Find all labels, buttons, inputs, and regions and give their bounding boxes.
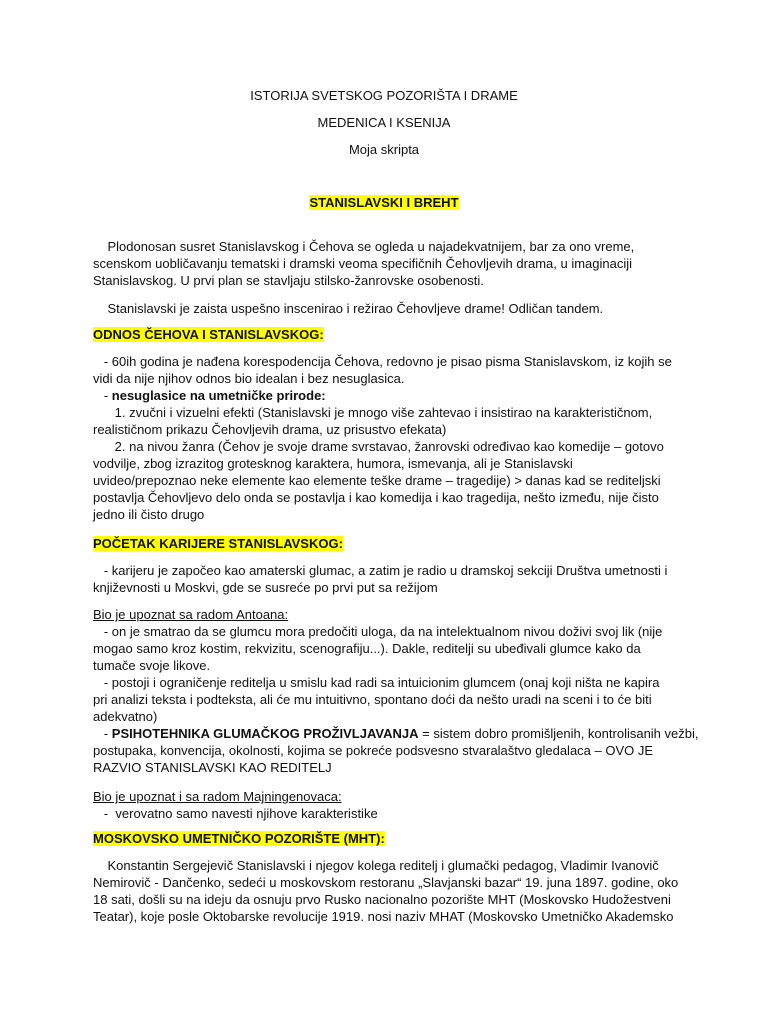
body-line: 1. zvučni i vizuelni efekti (Stanislavski je mnogo više zahtevao i insistirao na karakterističnom,	[93, 405, 653, 420]
document-title: STANISLAVSKI I BREHT	[309, 195, 459, 210]
bullet-prefix: -	[93, 388, 112, 403]
body-line: Teatar), koje posle Oktobarske revolucije 1919. nosi naziv MHAT (Moskovsko Umetničko Akademsko	[93, 909, 674, 924]
subtitle: Moja skripta	[348, 142, 420, 157]
bold-text: PSIHOTEHNIKA GLUMAČKOG PROŽIVLJAVANJA	[111, 726, 419, 741]
subheading-majningen: Bio je upoznat i sa radom Majningenovaca:	[93, 789, 342, 804]
body-line: - postoji i ograničenje reditelja u smislu kad radi sa intuicionim glumcem (onaj koji ništa ne kapira	[93, 675, 660, 690]
bold-text: nesuglasice na umetničke prirode:	[111, 388, 326, 403]
body-line	[93, 725, 699, 742]
body-line: vidi da nije njihov odnos bio idealan i bez nesuglasica.	[93, 371, 405, 386]
body-line: pri analizi teksta i podteksta, ali će mu intuitivno, spontano doći da nešto uradi na sceni i to će biti	[93, 692, 652, 707]
body-line: vodvilje, zbog izrazitog grotesknog karaktera, humora, ismevanja, ali je Stanislavski	[93, 456, 573, 471]
section1-heading-wrap	[93, 327, 324, 342]
section1-body	[93, 353, 683, 523]
section2-heading: POČETAK KARIJERE STANISLAVSKOG:	[93, 536, 343, 551]
body-line: - verovatno samo navesti njihove karakteristike	[93, 806, 378, 821]
body-line: jedno ili čisto drugo	[93, 507, 205, 522]
section3-body	[93, 857, 683, 925]
subheading-antoan: Bio je upoznat sa radom Antoana:	[93, 607, 289, 622]
body-line: mogao samo kroz kostim, rekvizitu, scenografiju...). Dakle, reditelji su ubeđivali glumce kako da	[93, 641, 641, 656]
authors-line: MEDENICA I KSENIJA	[317, 115, 451, 130]
intro-paragraph	[93, 238, 683, 289]
course-title: ISTORIJA SVETSKOG POZORIŠTA I DRAME	[250, 88, 518, 103]
intro-line: Plodonosan susret Stanislavskog i Čehova se ogleda u najadekvatnijem, bar za ono vreme,	[93, 239, 635, 254]
section3-heading: MOSKOVSKO UMETNIČKO POZORIŠTE (MHT):	[93, 831, 385, 846]
intro-line: Stanislavskog. U prvi plan se stavljaju stilsko-žanrovske osobenosti.	[93, 273, 484, 288]
body-line: realističnom prikazu Čehovljevih drama, uz prisustvo efekata)	[93, 422, 447, 437]
body-line	[93, 387, 683, 404]
majningen-block	[93, 788, 683, 822]
body-line: - on je smatrao da se glumcu mora predočiti uloga, da na intelektualnom nivou doživi svoj lik (nije	[93, 624, 663, 639]
section2-body	[93, 562, 683, 596]
body-line: književnosti u Moskvi, gde se susreće po prvi put sa režijom	[93, 580, 438, 595]
body-line: adekvatno)	[93, 709, 158, 724]
body-line: postupaka, konvencija, okolnosti, kojima se pokreće podsvesno stvaralaštvo gledalaca – OVO JE	[93, 743, 654, 758]
section1-heading: ODNOS ČEHOVA I STANISLAVSKOG:	[93, 327, 324, 342]
intro-line: scenskom uobličavanju tematski i dramski veoma specifičnih Čehovljevih drama, u imaginaciji	[93, 256, 633, 271]
antoan-block	[93, 606, 699, 776]
body-line: tumače svoje likove.	[93, 658, 211, 673]
bullet-prefix: -	[93, 726, 112, 741]
body-line: RAZVIO STANISLAVSKI KAO REDITELJ	[93, 760, 332, 775]
body-line: 18 sati, došli su na ideju da osnuju prvo Rusko nacionalno pozorište MHT (Moskovsko Hudožestveni	[93, 892, 671, 907]
body-line: 2. na nivou žanra (Čehov je svoje drame svrstavao, žanrovski određivao kao komedije – gotovo	[93, 439, 664, 454]
body-line: postavlja Čehovljevo delo onda se postavlja i kao komedija i kao tragedija, nešto između, nije čisto	[93, 490, 659, 505]
body-line: Konstantin Sergejevič Stanislavski i njegov kolega reditelj i glumački pedagog, Vladimir Ivanovič	[93, 858, 659, 873]
body-line: uvideo/prepoznao neke elemente kao elemente teške drame – tragedije) > danas kad se rediteljski	[93, 473, 661, 488]
document-title-wrap	[0, 195, 768, 210]
section3-heading-wrap	[93, 831, 385, 846]
intro-paragraph-2	[93, 300, 683, 317]
intro2-line: Stanislavski je zaista uspešno inscenirao i režirao Čehovljeve drame! Odličan tandem.	[93, 301, 604, 316]
body-line: - karijeru je započeo kao amaterski glumac, a zatim je radio u dramskoj sekciji Društva umetnosti i	[93, 563, 668, 578]
body-line: Nemirovič - Dančenko, sedeći u moskovskom restoranu „Slavjanski bazar“ 19. juna 1897. godine, oko	[93, 875, 679, 890]
section2-heading-wrap	[93, 536, 343, 551]
body-text: = sistem dobro promišljenih, kontrolisanih vežbi,	[418, 726, 699, 741]
body-line: - 60ih godina je nađena korespodencija Čehova, redovno je pisao pisma Stanislavskom, iz kojih se	[93, 354, 672, 369]
